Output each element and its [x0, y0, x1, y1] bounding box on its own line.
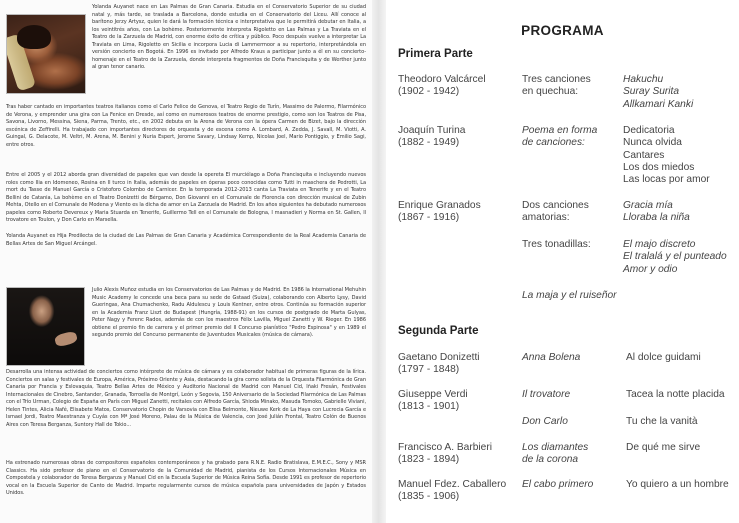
- work-cell: [522, 290, 722, 302]
- composer-dates: (1867 - 1916): [398, 212, 460, 224]
- work-title: de la corona: [522, 454, 579, 466]
- composer-dates: (1835 - 1906): [398, 491, 460, 503]
- bio-soprano-paragraph-4: Yolanda Auyanet es Hija Predilecta de la ciudad de Las Palmas de Gran Canaria y Académica Correspondiente de la Real Academia Canaria de Bellas Artes de San Miguel Arcángel.: [6, 233, 366, 247]
- program-page: [386, 0, 739, 523]
- pieces-cell: [623, 125, 739, 186]
- work-title: en quechua:: [522, 86, 579, 98]
- composer-cell: [398, 74, 522, 99]
- piece-title: El tralalá y el punteado: [623, 251, 727, 263]
- composer-cell: [398, 389, 522, 414]
- pieces-cell: [626, 479, 739, 491]
- piece-title: De qué me sirve: [626, 442, 701, 453]
- pieces-cell: [626, 442, 739, 454]
- bio-soprano-paragraph-3: Entre el 2005 y el 2012 aborda gran diversidad de papeles que van desde la opereta El murciélago a Doña Francisquita e incluyendo nuevos roles como Ilia en Idomeneo, Rosina en Il turco in Italia, además de papeles en óperas poco conocidas como Tutti in maschera de Pedrotti, La mort du Tasse de Manuel García o Cristoforo Colombo de Carnicer. En la temporada 2012-2013 canta La Traviata en Tenerife y en el Teatro Bellini de Catania, La bohème en el Teatro Donizetti de Bérgamo, Don Giovanni en el Comunale de Florencia con dirección musical de Zubin Mehta, Otello en el Comunale de Modena y Viento es la dicha de amor en La Zarzuela de Madrid. En los años siguientes ha debutado numerosos papeles como Roberto Devereux y Maria Stuarda en Tenerife, Guillermo Tell en el Comunale de Bologna, I masnadieri y Norma en St. Gallen, Il trovatore en Toulon, y Don Carlo en Marsella.: [6, 172, 366, 224]
- work-cell: [522, 74, 622, 99]
- piece-title: Allkamari Kanki: [623, 98, 694, 110]
- pianist-photo: [6, 287, 85, 366]
- photo-hand: [54, 330, 78, 347]
- piece-title: Suray Surita: [623, 86, 680, 98]
- work-title: Il trovatore: [522, 389, 571, 400]
- work-cell: [522, 200, 622, 225]
- composer-cell: [398, 200, 522, 225]
- composer-dates: (1813 - 1901): [398, 401, 460, 413]
- work-cell: [522, 239, 622, 251]
- work-title: Tres tonadillas:: [522, 239, 591, 250]
- work-title: amatorias:: [522, 212, 570, 224]
- composer-dates: (1823 - 1894): [398, 454, 460, 466]
- composer-cell: [398, 442, 522, 467]
- composer-dates: (1797 - 1848): [398, 364, 460, 376]
- work-title: Poema en forma: [522, 125, 598, 136]
- bio-pianist-paragraph-2: Desarrolla una intensa actividad de conciertos como intérprete de música de cámara y es colaborador habitual de primeras figuras de la lírica. Conciertos en salas y festivales de Europa, América, Próximo Oriente y Asia, destacando la gira como solista de la Orquesta Filarmónica de Gran Canaria por Francia y Eslovaquia, Teatro Bellas Artes de México y Auditorio Nacional de Madrid con Manuel Cid, Iñaki Fresán, Festivales Internacionales de Cinebro, Santander, Granada, Torroella de Montgrí, León y Segovia, 150 Aniversario de la Sociedad Filarmónica de Las Palmas con el Trío Urman, Colegio de España en París con Miguel Zanetti, recitales con Alfredo García, Shioda Minako, Masuda Tomoko, Gabrielle Viviani, Helen Tintes, Alicia Nafé, Elisabete Matos, Conservatorio Chopin de Varsovia con Elisa Belmonte, Nieuwe Kerk de La Haya con Lucrecia García e Ismael Jordi, Teatro Maestranza y Cuyás con Mª José Moreno, Palau de la Música de Valencia, con José Julián Frontal, Teatro Colón de Buenos Aires con Teresa Berganza, Suntory Hall de Tokio...: [6, 369, 366, 428]
- program-title: PROGRAMA: [521, 23, 604, 38]
- pieces-cell: [626, 416, 739, 428]
- composer-name: Gaetano Donizetti: [398, 352, 480, 363]
- piece-title: Tu che la vanità: [626, 416, 698, 427]
- part-1-title: Primera Parte: [398, 48, 473, 60]
- work-title: La maja y el ruiseñor: [522, 290, 617, 301]
- piece-title: Dedicatoria: [623, 125, 675, 136]
- work-title: El cabo primero: [522, 479, 594, 490]
- singer-photo: [6, 14, 86, 94]
- piece-title: Nunca olvida: [623, 137, 682, 149]
- pieces-cell: [626, 389, 739, 401]
- composer-dates: (1902 - 1942): [398, 86, 460, 98]
- bio-soprano-paragraph-1: Yolanda Auyanet nace en Las Palmas de Gran Canaria. Estudia en el Conservatorio Superior de su ciudad natal y, más tarde, se traslada a Barcelona, donde estudia en el Conservatorio del Liceu. Allí conoce al barítono Jerzy Artysz, quien le dará la formación técnica e interpretativa que le permitirá debutar en Italia, a los veintitrés años, con La bohème. Posteriormente interpreta Rigoletto en Las Palmas y La Traviata en el Teatro de la Zarzuela de Madrid, con enorme éxito de crítica y público. Poco después vuelve a interpretar La Traviata en Lima, Rigoletto en Sicilia e incorpora Lucia di Lammermoor a su repertorio, interpretándola en versión concierto en Bogotá. En 1996 es invitado por Alfredo Kraus a participar junto a él en su concierto-homenaje en el Teatro de la Zarzuela, donde interpreta fragmentos de Doña Francisquita y de Werther junto al gran tenor canario.: [92, 4, 366, 71]
- work-title: de canciones:: [522, 137, 585, 149]
- work-cell: [522, 125, 622, 150]
- work-cell: [522, 416, 622, 428]
- photo-hair: [17, 25, 51, 49]
- composer-cell: [398, 125, 522, 150]
- piece-title: Al dolce guidami: [626, 352, 701, 363]
- bio-pianist-paragraph-3: Ha estrenado numerosas obras de compositores españoles contemporáneos y ha grabado para R.N.E. Radio Bratislava, E.M.E.C., Sony y MSR Classics. Ha sido profesor de piano en el Conservatorio de la Comunidad de Madrid, pianista de los Cursos Internacionales Música en Compostela y colaborador de Teresa Berganza y Manuel Cid en la Escuela Superior de Música Reina Sofía. Desde 1991 es profesor de repertorio vocal en la Escuela Superior de Canto de Madrid. Imparte regularmente cursos de música española para universidades de Japón y Estados Unidos.: [6, 460, 366, 497]
- work-title: Tres canciones: [522, 74, 591, 85]
- work-title: Anna Bolena: [522, 352, 581, 363]
- composer-name: Theodoro Valcárcel: [398, 74, 486, 85]
- pieces-cell: [626, 352, 739, 364]
- composer-name: Joaquín Turina: [398, 125, 466, 136]
- composer-cell: [398, 479, 522, 504]
- piece-title: Tacea la notte placida: [626, 389, 725, 400]
- piece-title: Cantares: [623, 149, 665, 161]
- composer-dates: (1882 - 1949): [398, 137, 460, 149]
- composer-cell: [398, 352, 522, 377]
- work-cell: [522, 442, 622, 467]
- piece-title: Los dos miedos: [623, 161, 695, 173]
- piece-title: Yo quiero a un hombre: [626, 479, 729, 490]
- work-cell: [522, 479, 622, 491]
- bio-soprano-paragraph-2: Tras haber cantado en importantes teatros italianos como el Carlo Felice de Genova, el Teatro Regio de Turín, Massimo de Palermo, Filarmónico de Verona, y emprender una gira con La Fenice en Dresde, así como en numerosos teatros de enorme prestigio, como son los Teatros de Pisa, Savona, Livorno, Messina, Siena, Parma, Trento, etc., en 2002 debuta en la Arena de Verona con la ópera Carmen de Bizet, bajo la dirección escénica de Zeffirelli. Ha trabajado con importantes directores de orquesta y de escena como A. Lombard, A. Zedda, J. Savall, M. Viotti, A. Guingal, G. Delacote, M. Veltri, M. Arena, M. Benini y Nuria Espert, Jerome Savary, Lindsay Kemp, Nicolas Joel, Mario Pontiggio, y Emilio Sagi, entre otros.: [6, 104, 366, 148]
- work-title: Don Carlo: [522, 416, 568, 427]
- composer-name: Francisco A. Barbieri: [398, 442, 492, 453]
- work-cell: [522, 389, 622, 401]
- pieces-cell: [623, 200, 739, 225]
- bio-pianist-paragraph-1: Julio Alexis Muñoz estudia en los Conservatorios de Las Palmas y de Madrid. En 1986 la International Mehuhin Music Academy le concede una beca para su sede de Gstaad (Suiza), colaborando con Alberto Lysy, David Gueringas, Ana Chumachenko, Radu Aldulescu y Louis Kentner, entre otros. Continúa su formación superior en la Academia Franz Liszt de Budapest (Hungría, 1988-91) en los cursos de postgrado de Marta Gulyas, Peter Nagy y Ferenc Rados, además de con los maestros Félix Lavilla, Miguel Zanetti y W. Rieger. En 1986 obtiene el premio fin de carrera y el primer premio del II Concurso pianístico "Pedro Espinosa" y en 1989 el segundo premio del Concurso permanente de Juventudes Musicales (música de cámara).: [92, 287, 366, 339]
- work-cell: [522, 352, 622, 364]
- composer-name: Enrique Granados: [398, 200, 481, 211]
- composer-name: Giuseppe Verdi: [398, 389, 468, 400]
- work-title: Los diamantes: [522, 442, 589, 453]
- piece-title: El majo discreto: [623, 239, 696, 250]
- piece-title: Gracia mía: [623, 200, 673, 211]
- piece-title: Lloraba la niña: [623, 212, 690, 224]
- part-2-title: Segunda Parte: [398, 325, 479, 337]
- piece-title: Las locas por amor: [623, 174, 710, 186]
- work-title: Dos canciones: [522, 200, 589, 211]
- pieces-cell: [623, 239, 739, 276]
- page-gutter: [372, 0, 386, 523]
- piece-title: Hakuchu: [623, 74, 664, 85]
- pieces-cell: [623, 74, 739, 111]
- composer-name: Manuel Fdez. Caballero: [398, 479, 507, 490]
- piece-title: Amor y odio: [623, 263, 678, 275]
